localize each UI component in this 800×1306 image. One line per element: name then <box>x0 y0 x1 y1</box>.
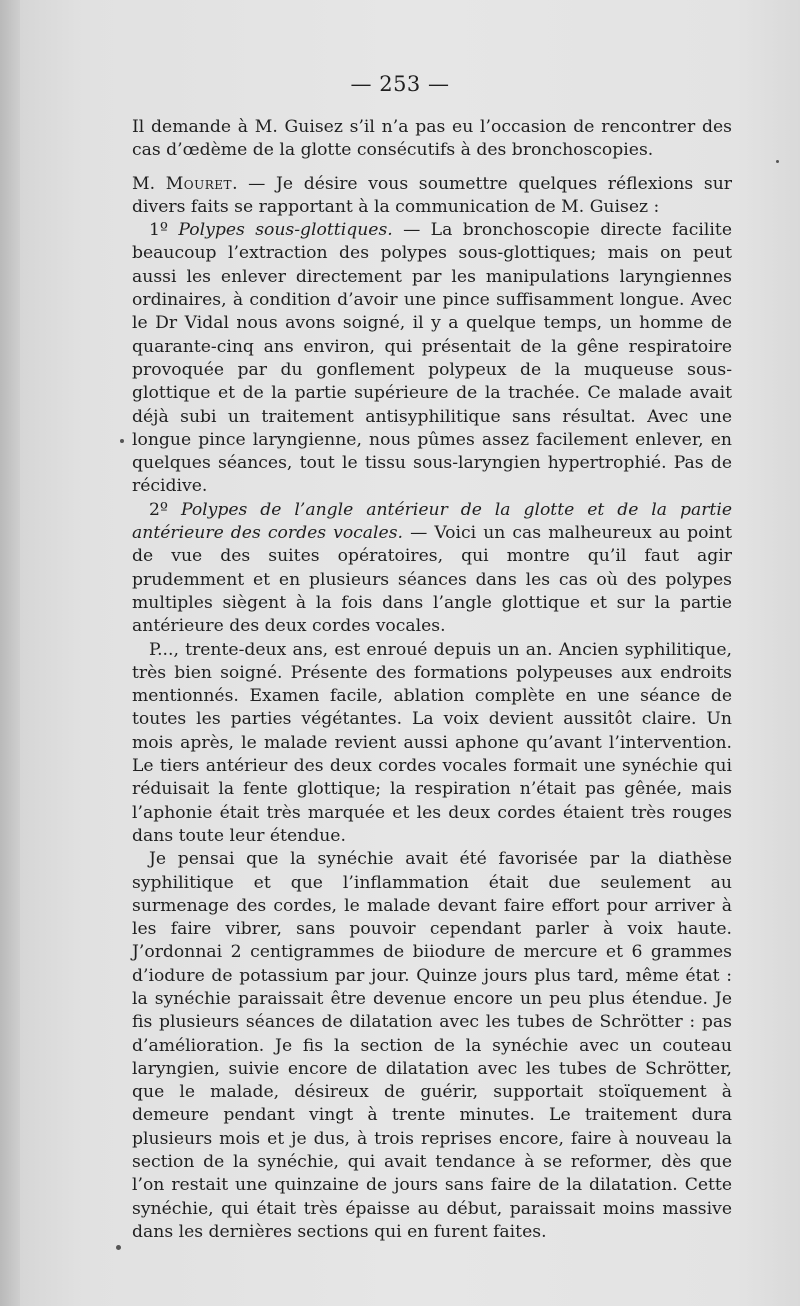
paragraph-case-report: P..., trente-deux ans, est enroué depuis un an. Ancien syphilitique, très bien soigné. Présente des formations polypeuses aux endroits mentionnés. Examen facile, ablation complète en une séance de toutes les parties végétantes. La voix devient aussitôt claire. Un mois après, le malade revient aussi aphone qu’avant l’intervention. Le tiers antérieur des deux cordes vocales formait une synéchie qui réduisait la fente glottique; la respiration n’était pas gênée, mais l’aphonie était très marquée et les deux cordes étaient très rouges dans toute leur étendue. <box>132 639 732 846</box>
speaker-name: Mouret <box>165 173 233 194</box>
section-body-2: — Voici un cas malheureux au point de vue des suites opératoires, qui montre qu’il faut agir prudemment et en plusieurs séances dans les cas où des polypes multiples siègent à la fois dans l’angle glottique et sur la partie antérieure des deux cordes vocales. <box>132 523 732 637</box>
section-number-1: 1º <box>149 220 169 241</box>
section-number-2: 2º <box>149 499 169 520</box>
page-number: — 253 — <box>350 72 450 96</box>
intro-text: . — Je désire vous soumettre quelques réflexions sur divers faits se rapportant à la communication de M. Guisez : <box>132 173 732 217</box>
paragraph-mouret-intro <box>132 173 732 220</box>
paragraph-question: Il demande à M. Guisez s’il n’a pas eu l’occasion de rencontrer des cas d’œdème de la glotte consécutifs à des bronchoscopies. <box>132 117 732 161</box>
body-text <box>132 116 732 1244</box>
book-spine-shadow <box>0 0 20 1306</box>
paragraph-treatment: Je pensai que la synéchie avait été favorisée par la diathèse syphilitique et que l’inflammation était due seulement au surmenage des cordes, le malade devant faire effort pour arriver à les faire vibrer, sans pouvoir cependant parler à voix haute. J’ordonnai 2 centigrammes de biiodure de mercure et 6 grammes d’iodure de potassium par jour. Quinze jours plus tard, même état : la synéchie paraissait être devenue encore un peu plus étendue. Je fis plusieurs séances de dilatation avec les tubes de Schrötter : pas d’amélioration. Je fis la section de la synéchie avec un couteau laryngien, suivie encore de dilatation avec les tubes de Schrötter, que le malade, désireux de guérir, supportait stoïquement à demeure pendant vingt à trente minutes. Le traitement dura plusieurs mois et je dus, à trois reprises encore, faire à nouveau la section de la synéchie, qui avait tendance à se reformer, dès que l’on restait une quinzaine de jours sans faire de la dilatation. Cette synéchie, qui était très épaisse au début, paraissait moins massive dans les dernières sections qui en furent faites. <box>132 849 732 1242</box>
page-speck <box>120 439 124 443</box>
page-speck <box>116 1245 121 1250</box>
section-title-2: Polypes de l’angle antérieur de la glotte et de la partie antérieure des cordes vocales. <box>132 499 732 544</box>
section-body-1: — La bronchoscopie directe facilite beaucoup l’extraction des polypes sous-glottiques; mais on peut aussi les enlever directement par les manipulations laryngiennes ordinaires, à condition d’avoir une pince suffisamment longue. Avec le Dr Vidal nous avons soigné, il y a quelque temps, un homme de quarante-cinq ans environ, qui présentait de la gêne respiratoire provoquée par du gonflement polypeux de la muqueuse sous-glottique et de la partie supérieure de la trachée. Ce malade avait déjà subi un traitement antisyphilitique sans résultat. Avec une longue pince laryngienne, nous pûmes assez facilement enlever, en quelques séances, tout le tissu sous-laryngien hypertrophié. Pas de récidive. <box>132 220 732 497</box>
page-speck <box>776 160 779 163</box>
paragraph-polypes-sous-glottiques <box>132 219 732 499</box>
section-title-1: Polypes sous-glottiques. <box>178 220 393 241</box>
paragraph-polypes-angle-anterieur <box>132 499 732 639</box>
speaker-initial: M. <box>132 173 156 194</box>
